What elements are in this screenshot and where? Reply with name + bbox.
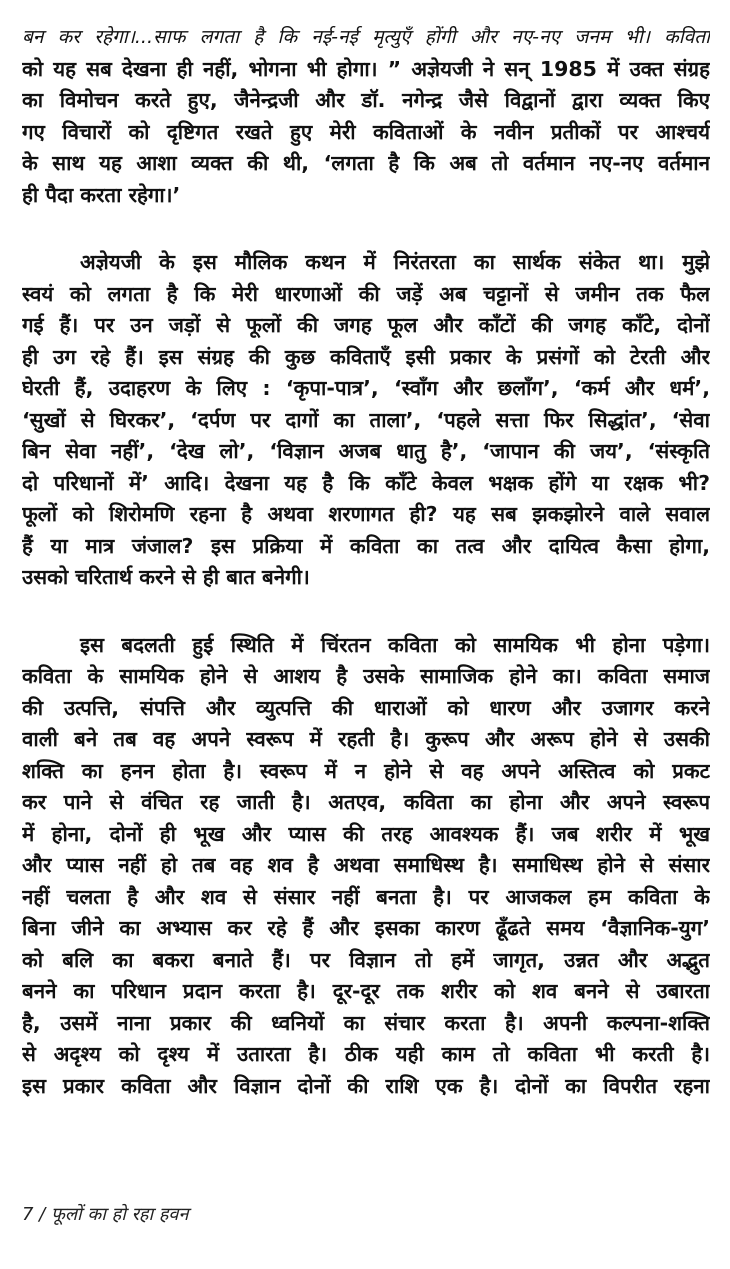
paragraph-3 xyxy=(22,630,710,1103)
text-line: बनने का परिधान प्रदान करता है। दूर-दूर तक शरीर को शव बनने से उबारता xyxy=(22,979,710,1003)
paragraph-gap xyxy=(22,211,710,247)
text-line: हैं या मात्र जंजाल? इस प्रक्रिया में कविता का तत्व और दायित्व कैसा होगा, xyxy=(22,533,710,558)
text-line: फूलों को शिरोमणि रहना है अथवा शरणागत ही? यह सब झकझोरने वाले सवाल xyxy=(22,502,710,526)
text-line: के साथ यह आशा व्यक्त की थी, ‘लगता है कि अब तो वर्तमान नए-नए वर्तमान xyxy=(22,151,710,175)
text-line: को बलि का बकरा बनाते हैं। पर विज्ञान तो हमें जागृत, उन्नत और अद्भुत xyxy=(22,947,710,972)
text-line: अज्ञेयजी के इस मौलिक कथन में निरंतरता का सार्थक संकेत था। मुझे xyxy=(80,250,710,274)
text-line: है, उसमें नाना प्रकार की ध्वनियों का संचार करता है। अपनी कल्पना-शक्ति xyxy=(22,1010,710,1035)
text-line: को यह सब देखना ही नहीं, भोगना भी होगा। ” अज्ञेयजी ने सन् 1985 में उक्त संग्रह xyxy=(22,56,710,81)
text-line: बिना जीने का अभ्यास कर रहे हैं और इसका कारण ढूँढते समय ‘वैज्ञानिक-युग’ xyxy=(22,916,710,940)
text-line: वाली बने तब वह अपने स्वरूप में रहती है। कुरूप और अरूप होने से उसकी xyxy=(22,727,710,751)
text-line: का विमोचन करते हुए, जैनेन्द्रजी और डॉ. नगेन्द्र जैसे विद्वानों द्वारा व्यक्त किए xyxy=(22,88,710,112)
text-line: और प्यास नहीं हो तब वह शव है अथवा समाधिस्थ है। समाधिस्थ होने से संसार xyxy=(22,853,710,877)
text-line: उसको चरितार्थ करने से ही बात बनेगी। xyxy=(22,565,310,589)
text-line: गए विचारों को दृष्टिगत रखते हुए मेरी कविताओं के नवीन प्रतीकों पर आश्चर्य xyxy=(22,119,710,144)
text-line: घेरती हैं, उदाहरण के लिए : ‘कृपा-पात्र’, ‘स्वाँग और छलाँग’, ‘कर्म और धर्म’, xyxy=(22,376,710,400)
text-line: ही पैदा करता रहेगा।’ xyxy=(22,182,181,207)
page-footer: 7 / फूलों का हो रहा हवन xyxy=(22,1204,189,1225)
text-line: दो परिधानों में’ आदि। देखना यह है कि काँटे केवल भक्षक होंगे या रक्षक भी? xyxy=(22,470,710,495)
text-line: कर पाने से वंचित रह जाती है। अतएव, कविता का होना और अपने स्वरूप xyxy=(22,790,710,814)
text-line: से अदृश्य को दृश्य में उतारता है। ठीक यही काम तो कविता भी करती है। xyxy=(22,1042,710,1066)
text-line: शक्ति का हनन होता है। स्वरूप में न होने से वह अपने अस्तित्व को प्रकट xyxy=(22,758,710,783)
text-line: स्वयं को लगता है कि मेरी धारणाओं की जड़ें अब चट्टानों से जमीन तक फैल xyxy=(22,281,710,306)
text-line: में होना, दोनों ही भूख और प्यास की तरह आवश्यक हैं। जब शरीर में भूख xyxy=(22,821,710,846)
text-line: इस प्रकार कविता और विज्ञान दोनों की राशि एक है। दोनों का विपरीत रहना xyxy=(22,1073,710,1098)
text-line: बन कर रहेगा।...साफ लगता है कि नई-नई मृत्युएँ होंगी और नए-नए जनम भी। कविता xyxy=(22,26,710,48)
text-line: की उत्पत्ति, संपत्ति और व्युत्पत्ति की धाराओं को धारण और उजागर करने xyxy=(22,695,710,720)
paragraph-2 xyxy=(22,247,710,594)
text-line: ही उग रहे हैं। इस संग्रह की कुछ कविताएँ इसी प्रकार के प्रसंगों को टेरती और xyxy=(22,344,710,369)
text-line: कविता के सामयिक होने से आशय है उसके सामाजिक होने का। कविता समाज xyxy=(22,664,710,688)
text-line: ‘सुखों से घिरकर’, ‘दर्पण पर दागों का ताला’, ‘पहले सत्ता फिर सिद्धांत’, ‘सेवा xyxy=(22,407,710,432)
paragraph-gap xyxy=(22,594,710,630)
text-line: इस बदलती हुई स्थिति में चिंरतन कविता को सामयिक भी होना पड़ेगा। xyxy=(80,632,710,657)
text-line: बिन सेवा नहीं’, ‘देख लो’, ‘विज्ञान अजब धातु है’, ‘जापान की जय’, ‘संस्कृति xyxy=(22,439,710,463)
page-body xyxy=(22,22,710,1102)
paragraph-1 xyxy=(22,22,710,211)
text-line: गई हैं। पर उन जड़ों से फूलों की जगह फूल और काँटों की जगह काँटे, दोनों xyxy=(22,313,710,337)
text-line: नहीं चलता है और शव से संसार नहीं बनता है। पर आजकल हम कविता के xyxy=(22,884,710,909)
